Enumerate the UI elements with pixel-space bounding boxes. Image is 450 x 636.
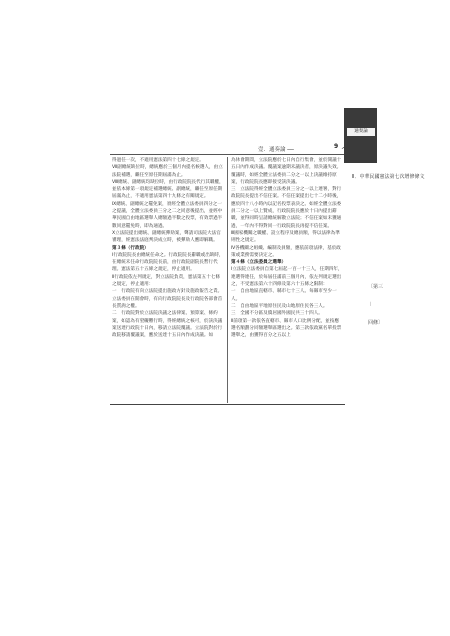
paragraph: 一 自由地區直轄市、縣市七十三人。每縣市至少一人。 [231, 289, 337, 302]
paragraph: 二 行政院對於立法院決議之法律案、預算案、條約案，如認為有窒礙難行時，得經總統之核可，於該決議案送達行政院十日內，移請立法院覆議。立法院對於行政院移請覆議案，應於送達十五日內作成決議。如 [112, 311, 223, 339]
side-note-bracket: 〔第三 ︱ 回條〕 [368, 284, 384, 326]
paragraph: Ⅰ立法院立法委員自第七屆起一百一十三人，任期四年，連選得連任，於每屆任滿前三個月內，依左列規定選出之，不受憲法第六十四條及第六十五條之限制： [231, 267, 343, 288]
paragraph: Ⅷ總統、副總統均缺位時，由行政院院長代行其職權，並依本條第一項規定補選總統、副總統，繼任至原任期屆滿為止，不適用憲法第四十九條之有關規定。 [112, 179, 224, 200]
header-rule [110, 154, 345, 155]
left-text-column [112, 157, 224, 402]
column-divider [227, 157, 228, 403]
paragraph: 得過任一次，不適用憲法第四十七條之規定。 [112, 158, 204, 163]
running-head: 壹．通奏論 ── [258, 147, 294, 153]
paragraph: Ⅶ副總統缺位時，總統應於三個月內提名候選人，由立法院補選，繼任至原任期屆滿為止。 [112, 165, 223, 178]
article-heading: 第４條（立法委員之選舉） [231, 260, 287, 266]
paragraph: Ⅲ國家機關之職權、設立程序及總員額，得以法律為準則性之規定。 [231, 230, 340, 244]
paragraph: Ⅱ前項第一款依各直轄市、縣市人口比例分配，並按應選名額劃分同額選舉區選出之。第三款依政黨名單投票選舉之，由獲得百分之五以上 [231, 318, 342, 339]
tab-arrow-icon: ^ [341, 147, 347, 154]
paragraph: Ⅱ行政院依左列規定，對立法院負責，憲法第五十七條之規定，停止適用： [112, 274, 220, 288]
paragraph: Ⅸ總統、副總統之罷免案，須經全體立法委員四分之一之提議，全體立法委員三分之二之同意後提出，並經中華民國自由地區選舉人總額過半數之投票，有效票過半數同意罷免時，即為通過。 [112, 201, 223, 229]
paragraph: 一 行政院有向立法院提出施政方針及施政報告之責。立法委員在開會時，有向行政院院長及行政院各部會首長質詢之權。 [112, 289, 223, 309]
right-text-column [231, 157, 343, 402]
side-note-title: Ⅱ．中華民國憲法第七次增修條文 [352, 174, 425, 180]
paragraph: 三 立法院得經全體立法委員三分之一以上連署，對行政院院長提出不信任案。不信任案提出七十二小時後，應於四十八小時內以記名投票表決之。如經全體立法委員二分之一以上贊成，行政院院長應於十日內提出辭職，並得同時呈請總統解散立法院；不信任案如未獲通過，一年內不得對同一行政院院長再提不信任案。 [231, 187, 342, 229]
paragraph: 二 自由地區平地原住民及山地原住民各三人。 [231, 303, 328, 309]
article-heading: 第３條（行政院） [112, 245, 149, 251]
paragraph: Ⅹ立法院提出總統、副總統彈劾案，聲請司法院大法官審理，經憲法法庭判決成立時，被彈劾人應即解職。 [112, 230, 221, 244]
footer-rule [110, 404, 345, 405]
paragraph: Ⅰ行政院院長由總統任命之。行政院院長辭職或出缺時，在總統未任命行政院院長前，由行政院副院長暫行代理。憲法第五十五條之規定，停止適用。 [112, 252, 224, 273]
thumb-tab-label: 通奏論 [347, 128, 375, 136]
paragraph: Ⅳ各機關之組織、編制及員額，應依前項法律，基於政策或業務需要決定之。 [231, 245, 341, 258]
page-number: 9 [334, 143, 339, 150]
paragraph: 三 全國不分區及僑居國外國民共三十四人。 [231, 311, 323, 317]
paragraph: 為休會期間，立法院應於七日內自行集會，並於開議十五日內作成決議。覆議案逾期未議決者，原決議失效。覆議時，如經全體立法委員二分之一以上決議維持原案，行政院院長應即接受該決議。 [231, 158, 342, 185]
